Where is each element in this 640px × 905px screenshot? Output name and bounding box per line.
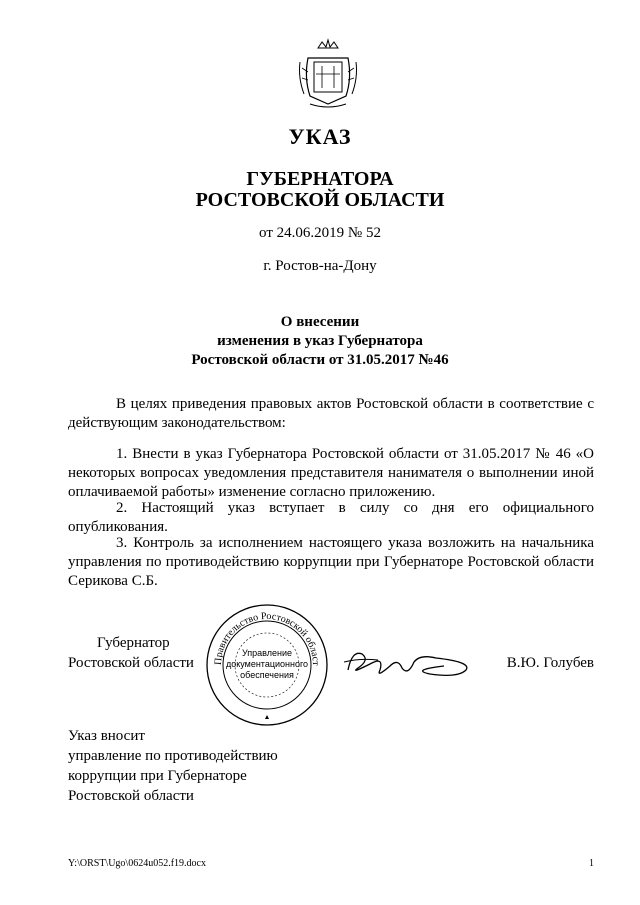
date-number: от 24.06.2019 № 52 [259, 225, 381, 241]
submitted-by-line-1: Указ вносит [68, 728, 145, 744]
item-3: 3. Контроль за исполнением настоящего указа возложить на начальника управления по противодействию коррупции при Губернаторе Ростовской области Серикова С.Б. [68, 535, 594, 589]
preamble: В целях приведения правовых актов Ростовской области в соответствие с действующим законодательством: [68, 396, 594, 431]
stamp-inner-line-3: обеспечения [240, 670, 294, 680]
stamp-outer-text: Правительство Ростовской област [212, 610, 322, 666]
authority-line-2: РОСТОВСКОЙ ОБЛАСТИ [195, 189, 445, 211]
item-2: 2. Настоящий указ вступает в силу со дня его официального опубликования. [68, 500, 594, 535]
stamp-inner-line-2: документационного [225, 659, 309, 669]
official-stamp [205, 603, 329, 727]
signatory-position-line-2: Ростовской области [68, 655, 194, 671]
submitted-by-line-4: Ростовской области [68, 788, 194, 804]
submitted-by-line-2: управление по противодействию [68, 748, 278, 764]
item-1: 1. Внести в указ Губернатора Ростовской области от 31.05.2017 № 46 «О некоторых вопросах уведомления представителя нанимателя о выполнении иной оплачиваемой работы» изменение согласно приложению. [68, 446, 594, 500]
signatory-position-line-1: Губернатор [97, 635, 170, 651]
coat-of-arms-emblem [296, 38, 360, 110]
authority-line-1: ГУБЕРНАТОРА [246, 168, 394, 190]
subject-line-1: О внесении [280, 314, 360, 330]
signatory-name: В.Ю. Голубев [506, 655, 594, 671]
submitted-by-line-3: коррупции при Губернаторе [68, 768, 247, 784]
place: г. Ростов-на-Дону [263, 258, 377, 274]
subject-line-3: Ростовской области от 31.05.2017 №46 [191, 352, 449, 368]
subject-line-2: изменения в указ Губернатора [217, 333, 423, 349]
footer-page-number: 1 [589, 858, 594, 869]
document-type: УКАЗ [288, 124, 352, 149]
handwritten-signature [340, 640, 480, 685]
stamp-inner-line-1: Управление [241, 648, 293, 658]
footer-file-path: Y:\ORST\Ugo\0624u052.f19.docx [68, 858, 206, 869]
